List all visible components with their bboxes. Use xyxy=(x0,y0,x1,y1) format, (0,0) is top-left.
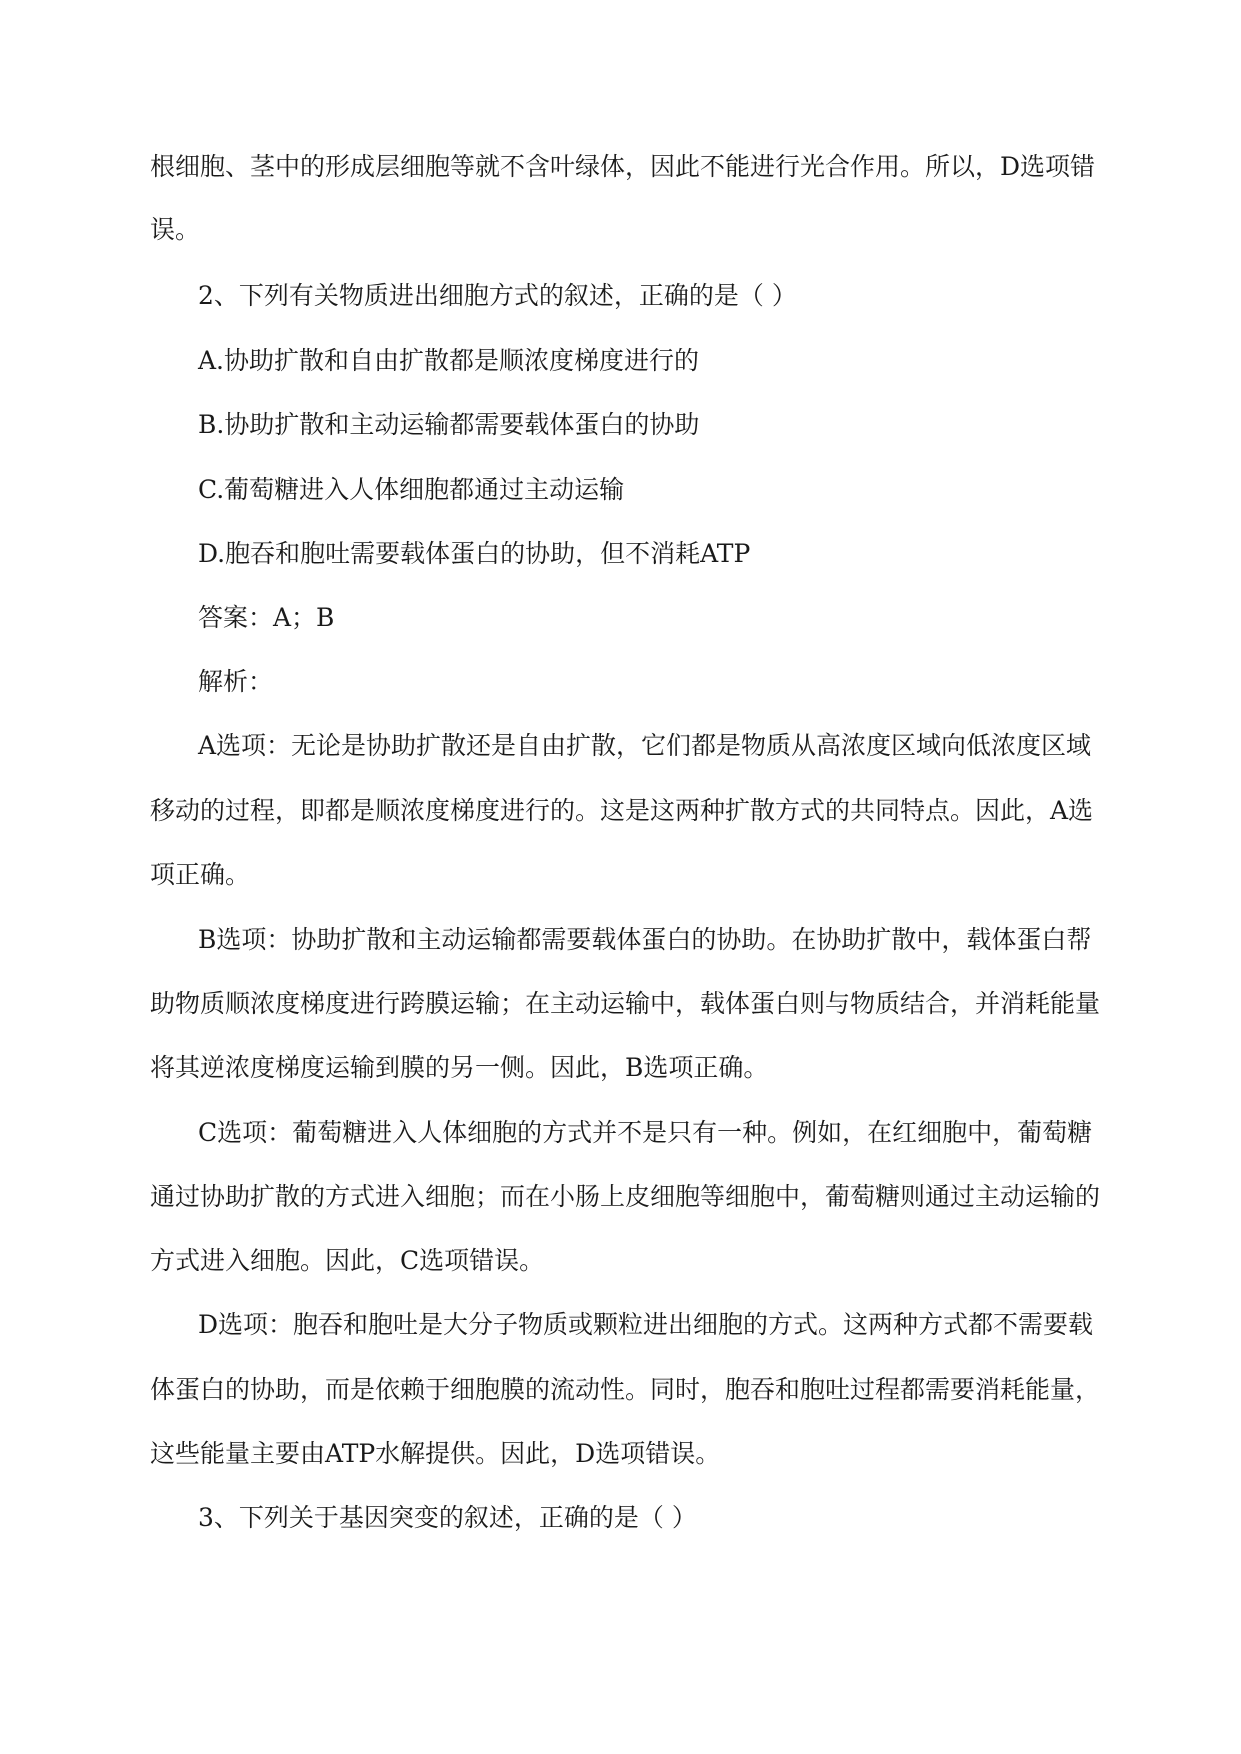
question-2-option-a: A.协助扩散和自由扩散都是顺浓度梯度进行的 xyxy=(198,346,700,375)
analysis-b-line-1: B选项：协助扩散和主动运输都需要载体蛋白的协助。在协助扩散中，载体蛋白帮 xyxy=(198,925,1092,954)
analysis-b-line-3: 将其逆浓度梯度运输到膜的另一侧。因此，B选项正确。 xyxy=(150,1053,769,1082)
analysis-a-line-3: 项正确。 xyxy=(150,860,251,889)
analysis-a-line-2: 移动的过程，即都是顺浓度梯度进行的。这是这两种扩散方式的共同特点。因此，A选 xyxy=(150,796,1094,825)
analysis-d-line-1: D选项：胞吞和胞吐是大分子物质或颗粒进出细胞的方式。这两种方式都不需要载 xyxy=(198,1310,1094,1339)
question-2-stem: 2、下列有关物质进出细胞方式的叙述，正确的是（ ） xyxy=(198,281,797,310)
analysis-c-line-1: C选项：葡萄糖进入人体细胞的方式并不是只有一种。例如，在红细胞中，葡萄糖 xyxy=(198,1118,1093,1147)
analysis-d-line-3: 这些能量主要由ATP水解提供。因此，D选项错误。 xyxy=(150,1439,721,1468)
analysis-d-line-2: 体蛋白的协助，而是依赖于细胞膜的流动性。同时，胞吞和胞吐过程都需要消耗能量， xyxy=(150,1375,1101,1404)
analysis-c-line-3: 方式进入细胞。因此，C选项错误。 xyxy=(150,1246,545,1275)
question-2-option-c: C.葡萄糖进入人体细胞都通过主动运输 xyxy=(198,475,625,504)
analysis-b-line-2: 助物质顺浓度梯度进行跨膜运输；在主动运输中，载体蛋白则与物质结合，并消耗能量 xyxy=(150,989,1101,1018)
text-line-1: 根细胞、茎中的形成层细胞等就不含叶绿体，因此不能进行光合作用。所以，D选项错 xyxy=(150,152,1096,181)
analysis-a-line-1: A选项：无论是协助扩散还是自由扩散，它们都是物质从高浓度区域向低浓度区域 xyxy=(198,731,1092,760)
text-line-2: 误。 xyxy=(150,215,201,244)
question-2-option-b: B.协助扩散和主动运输都需要载体蛋白的协助 xyxy=(198,410,700,439)
analysis-c-line-2: 通过协助扩散的方式进入细胞；而在小肠上皮细胞等细胞中，葡萄糖则通过主动运输的 xyxy=(150,1182,1101,1211)
question-2-option-d: D.胞吞和胞吐需要载体蛋白的协助，但不消耗ATP xyxy=(198,539,751,568)
question-3-stem: 3、下列关于基因突变的叙述，正确的是（ ） xyxy=(198,1503,697,1532)
answer-line: 答案：A；B xyxy=(198,603,335,632)
analysis-heading: 解析： xyxy=(198,667,274,696)
